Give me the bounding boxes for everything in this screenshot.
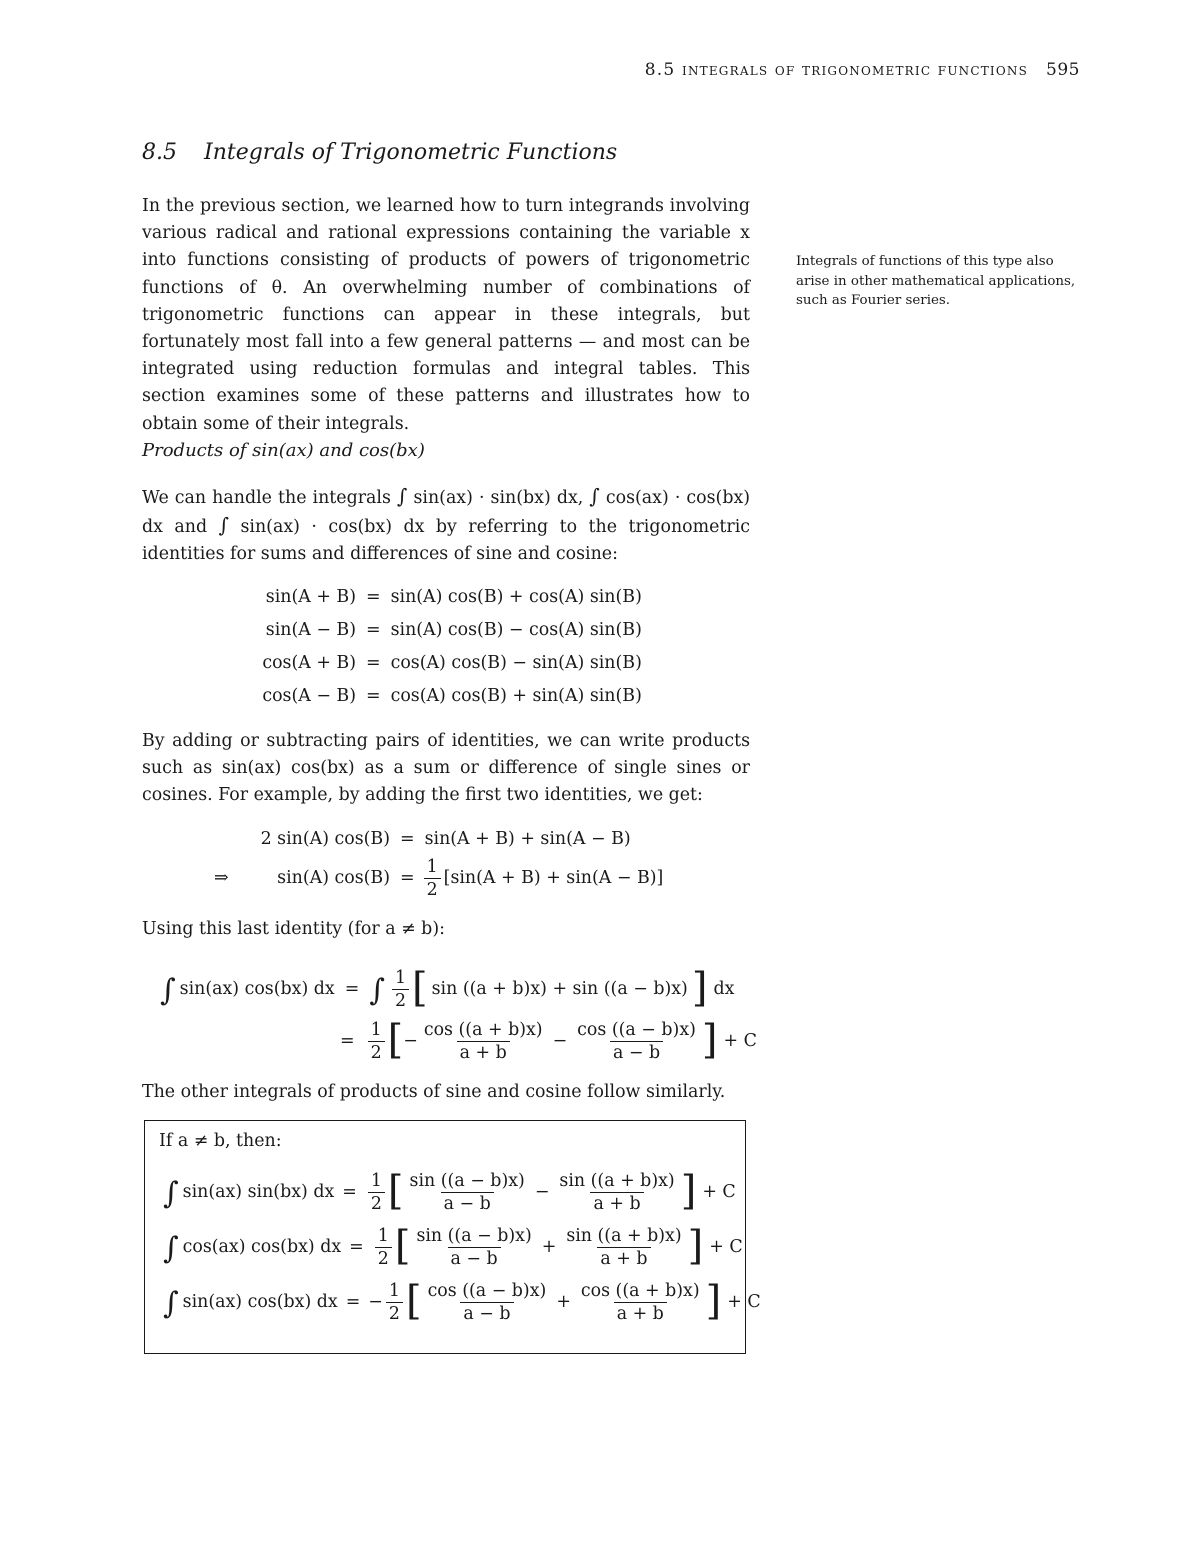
- box-formula-lhs: sin(ax) sin(bx) dx: [182, 1182, 335, 1202]
- right-bracket-icon: ]: [687, 1223, 704, 1269]
- box-formula-lhs: cos(ax) cos(bx) dx: [182, 1237, 342, 1257]
- plus-constant: + C: [723, 1031, 757, 1051]
- plus-constant: + C: [709, 1237, 743, 1257]
- fraction-numerator: sin ((a + b)x): [559, 1170, 675, 1191]
- integral-sign-icon: ∫: [163, 1230, 179, 1266]
- plus-constant: + C: [702, 1182, 736, 1202]
- identity-rhs: sin(A) cos(B) + cos(A) sin(B): [390, 587, 642, 607]
- running-header: [596, 60, 1080, 80]
- equals-sign: =: [400, 868, 415, 888]
- example-rhs1-tail: dx: [713, 979, 735, 999]
- fraction-numerator: 1: [370, 1170, 382, 1191]
- equals-sign: =: [340, 1031, 355, 1051]
- fraction-one-half: [368, 1171, 385, 1214]
- section-number: 8.5: [142, 140, 177, 165]
- using-identity-paragraph: [142, 916, 750, 943]
- plus-constant: + C: [727, 1292, 761, 1312]
- formula-summary-box: [144, 1120, 761, 1354]
- identity-row: [250, 582, 642, 612]
- subsection-heading: Products of sin(ax) and cos(bx): [142, 440, 425, 461]
- box-fraction-2: [556, 1171, 677, 1214]
- inline-integral-3: sin(ax) · cos(bx) dx: [240, 517, 425, 538]
- integrals-paragraph: [142, 483, 750, 569]
- identity-rhs: cos(A) cos(B) − sin(A) sin(B): [390, 653, 642, 673]
- page-number: 595: [1046, 60, 1080, 80]
- box-fraction-1: [413, 1226, 534, 1269]
- equals-sign: =: [342, 1182, 357, 1202]
- fraction-denominator: a + b: [590, 1192, 643, 1214]
- fraction-one-half: [375, 1226, 392, 1269]
- identity-lhs: sin(A − B): [265, 620, 356, 640]
- derivation-line1-rhs: sin(A + B) + sin(A − B): [424, 829, 631, 849]
- section-heading: [142, 140, 617, 165]
- fraction-numerator: sin ((a − b)x): [416, 1225, 532, 1246]
- box-fraction-1: [425, 1281, 550, 1324]
- fraction-numerator: 1: [388, 1280, 400, 1301]
- fraction-denominator: 2: [392, 989, 409, 1011]
- integral-example-block: [160, 960, 757, 1070]
- box-formula-lhs: sin(ax) cos(bx) dx: [182, 1292, 338, 1312]
- equals-sign: =: [366, 587, 381, 607]
- box-formula-row: [163, 1222, 743, 1272]
- section-title: Integrals of Trigonometric Functions: [204, 140, 618, 165]
- left-bracket-icon: [: [387, 1017, 404, 1063]
- inline-integral-1: sin(ax) · sin(bx) dx,: [413, 488, 584, 508]
- fraction-denominator: 2: [386, 1302, 403, 1324]
- adding-paragraph-text: By adding or subtracting pairs of identities, we can write products such as sin(ax) cos(bx) as a sum or difference of single sines or cosines. For example, by adding the first two identities, we get:: [142, 731, 750, 806]
- fraction-denominator: 2: [424, 878, 441, 900]
- equals-sign: =: [400, 829, 415, 849]
- box-condition: If a ≠ b, then:: [159, 1131, 282, 1151]
- fraction-denominator: a − b: [441, 1192, 494, 1214]
- para2-lead: We can handle the integrals: [142, 488, 391, 508]
- fraction-numerator: cos ((a + b)x): [423, 1019, 543, 1040]
- fraction-numerator: 1: [370, 1019, 382, 1040]
- fraction-one-half: [368, 1020, 385, 1063]
- minus-sign: −: [552, 1031, 568, 1051]
- integral-sign-icon: ∫: [589, 484, 600, 508]
- minus-sign: −: [368, 1292, 383, 1312]
- integral-sign-icon: ∫: [163, 1175, 179, 1211]
- box-formula-row: [163, 1167, 736, 1217]
- fraction-denominator: a + b: [457, 1041, 510, 1063]
- implies-arrow: ⇒: [214, 868, 229, 888]
- fraction-denominator: 2: [368, 1192, 385, 1214]
- integral-sign-icon: ∫: [396, 484, 408, 508]
- margin-note-text: Integrals of functions of this type also arise in other mathematical applications, such as Fourier series.: [796, 254, 1076, 309]
- fraction-denominator: 2: [368, 1041, 385, 1063]
- example-fraction-1: [421, 1020, 546, 1063]
- equals-sign: =: [345, 1292, 361, 1312]
- fraction-denominator: 2: [375, 1247, 392, 1269]
- fraction-denominator: a − b: [448, 1247, 501, 1269]
- fraction-numerator: 1: [426, 856, 438, 877]
- fraction-numerator: cos ((a − b)x): [427, 1280, 547, 1301]
- fraction-numerator: cos ((a − b)x): [577, 1019, 696, 1040]
- fraction-numerator: cos ((a + b)x): [580, 1280, 700, 1301]
- derivation-line2-rhs: [sin(A + B) + sin(A − B)]: [443, 868, 664, 888]
- similarly-text: The other integrals of products of sine and cosine follow similarly.: [142, 1082, 726, 1102]
- identity-rhs: sin(A) cos(B) − cos(A) sin(B): [390, 620, 642, 640]
- identity-lhs: sin(A + B): [265, 587, 356, 607]
- integral-sign-icon: ∫: [218, 513, 230, 538]
- fraction-numerator: 1: [394, 967, 407, 988]
- left-bracket-icon: [: [412, 965, 428, 1011]
- intro-paragraph: In the previous section, we learned how to turn integrands involving various radical and rational expressions containing the variable x into functions consisting of products of powers of trigonometric functions of θ. An overwhelming number of combinations of trigonometric functions can appear in these integrals, but fortunately most fall into a few general patterns — and most can be integrated using reduction formulas and integral tables. This section examines some of these patterns and illustrates how to obtain some of their integrals.: [142, 196, 750, 434]
- identity-lhs: cos(A − B): [262, 686, 356, 706]
- identity-row: [250, 615, 642, 645]
- integral-sign-icon: ∫: [163, 1285, 179, 1321]
- fraction-denominator: a + b: [614, 1302, 667, 1324]
- fraction-denominator: a + b: [597, 1247, 650, 1269]
- equals-sign: =: [349, 1237, 364, 1257]
- operator-sign: +: [541, 1237, 557, 1257]
- intro-paragraph-block: [142, 193, 750, 438]
- similarly-paragraph: [142, 1079, 750, 1106]
- derivation-line2-lhs: sin(A) cos(B): [277, 868, 390, 888]
- identity-lhs: cos(A + B): [262, 653, 356, 673]
- para2-tail: by referring to the trigonometric identities for sums and differences of sine and cosine:: [142, 517, 751, 565]
- left-bracket-icon: [: [405, 1278, 422, 1324]
- integral-sign-icon: ∫: [160, 972, 176, 1008]
- fraction-numerator: 1: [377, 1225, 389, 1246]
- derivation-block: [214, 824, 694, 898]
- operator-sign: +: [556, 1292, 571, 1312]
- equals-sign: =: [366, 686, 381, 706]
- para2-and: and: [174, 517, 208, 538]
- fraction-one-half: [392, 968, 409, 1011]
- running-title: 8.5 integrals of trigonometric functions: [644, 60, 1029, 80]
- example-fraction-2: [574, 1020, 699, 1063]
- using-identity-text: Using this last identity (for a ≠ b):: [142, 919, 445, 939]
- right-bracket-icon: ]: [691, 965, 708, 1011]
- left-bracket-icon: [: [394, 1223, 411, 1269]
- equals-sign: =: [366, 620, 381, 640]
- right-bracket-icon: ]: [701, 1017, 718, 1063]
- identity-rhs: cos(A) cos(B) + sin(A) sin(B): [390, 686, 642, 706]
- box-fraction-1: [407, 1171, 528, 1214]
- operator-sign: −: [534, 1182, 550, 1202]
- inline-integral-2: cos(ax) · cos(bx) dx: [142, 488, 751, 538]
- adding-paragraph: [142, 728, 750, 810]
- minus-sign: −: [403, 1031, 418, 1051]
- identities-block: [250, 582, 670, 714]
- fraction-numerator: sin ((a + b)x): [566, 1225, 682, 1246]
- fraction-one-half: [424, 857, 441, 900]
- box-formula-row: [163, 1277, 761, 1327]
- fraction-denominator: a − b: [460, 1302, 513, 1324]
- equals-sign: =: [366, 653, 381, 673]
- left-bracket-icon: [: [387, 1168, 404, 1214]
- integral-sign-icon: ∫: [369, 972, 385, 1008]
- right-bracket-icon: ]: [680, 1168, 697, 1214]
- identity-row: [250, 681, 642, 711]
- identity-row: [250, 648, 642, 678]
- box-fraction-2: [563, 1226, 684, 1269]
- example-rhs1-inner: sin ((a + b)x) + sin ((a − b)x): [431, 979, 688, 999]
- derivation-line1-lhs: 2 sin(A) cos(B): [260, 829, 390, 849]
- fraction-numerator: sin ((a − b)x): [409, 1170, 525, 1191]
- margin-note: [796, 252, 1082, 311]
- box-fraction-2: [578, 1281, 703, 1324]
- fraction-denominator: a − b: [610, 1041, 663, 1063]
- right-bracket-icon: ]: [705, 1278, 722, 1324]
- equals-sign: =: [344, 979, 360, 999]
- fraction-one-half: [386, 1281, 403, 1324]
- example-lhs: sin(ax) cos(bx) dx: [179, 979, 335, 999]
